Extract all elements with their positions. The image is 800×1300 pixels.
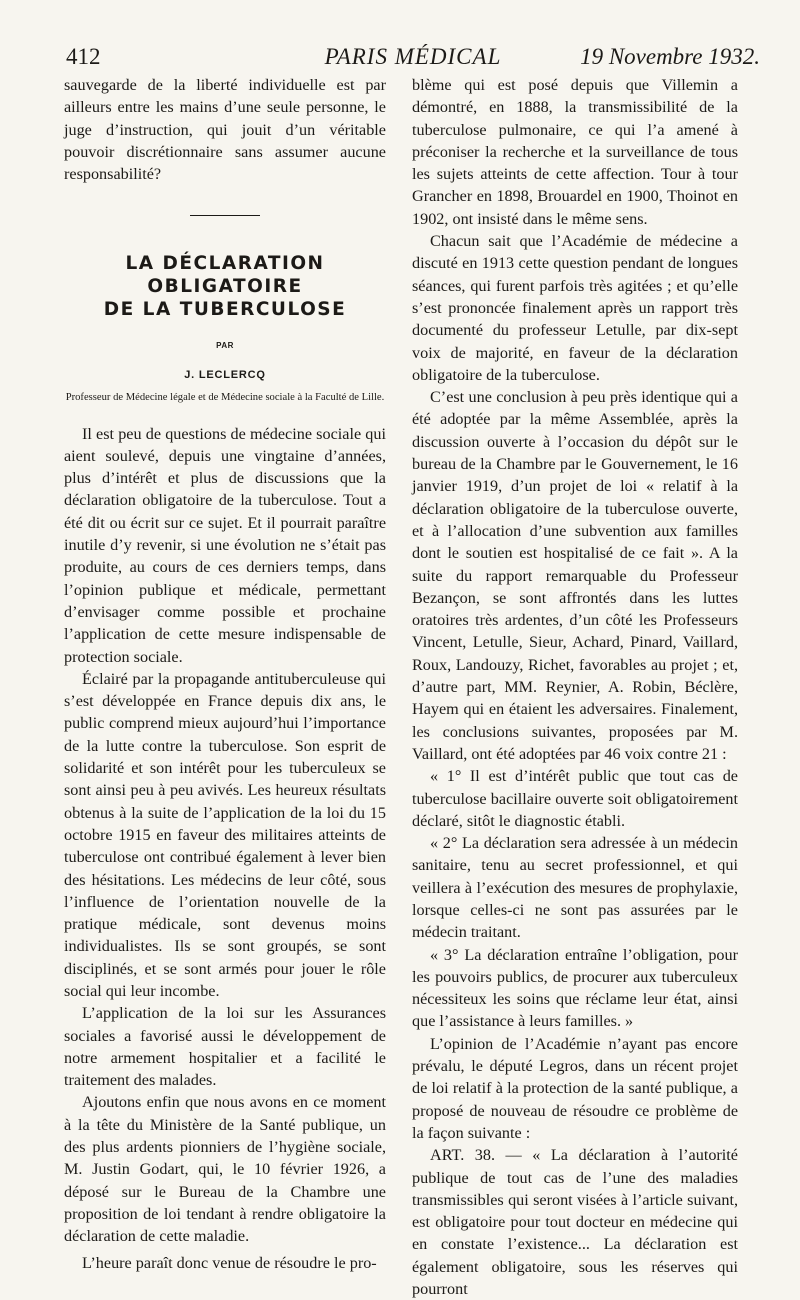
title-line: LA DÉCLARATION: [125, 253, 325, 275]
body-paragraph: Il est peu de questions de médecine sociale qui aient soulevé, depuis une vingtaine d’années, plus d’intérêt et plus de discussions que la déclaration obligatoire de la tuberculose. Tout a été dit ou écrit sur ce sujet. Et il pourrait paraître inutile d’y revenir, si une évolution ne s’était pas produite, au cours de ces derniers temps, dans l’opinion publique et médicale, permettant d’envisager comme possible et prochaine l’application de cette mesure indispensable de protection sociale.: [64, 424, 386, 666]
law-article: ART. 38. — « La déclaration à l’autorité publique de tout cas de l’une des maladies transmissibles qui seront visées à l’article suivant, est obligatoire pour tout docteur en médecine qui en constate l’existence... La déclaration est également obligatoire, sous les réserves qui pourront: [412, 1146, 738, 1299]
body-paragraph: Chacun sait que l’Académie de médecine a discuté en 1913 cette question pendant de longues séances, qui furent parfois très agitées ; et qu’elle s’est prononcée finalement après un rapport très documenté du professeur Letulle, par dix-sept voix de majorité, en faveur de la déclaration obligatoire de la tuberculose.: [412, 232, 738, 384]
article-title: [64, 252, 386, 321]
right-column: [412, 74, 738, 1300]
left-column: [64, 74, 386, 1274]
journal-title: PARIS MÉDICAL: [324, 44, 502, 69]
author-affiliation: Professeur de Médecine légale et de Médecine sociale à la Faculté de Lille.: [65, 392, 385, 404]
title-line: DE LA TUBERCULOSE: [103, 299, 347, 321]
section-divider: [190, 215, 260, 216]
continued-paragraph: sauvegarde de la liberté individuelle est par ailleurs entre les mains d’une seule personne, le juge d’instruction, qui jouit d’un véritable pouvoir discrétionnaire sans assumer aucune responsabilité?: [64, 76, 386, 184]
body-paragraph: C’est une conclusion à peu près identique qui a été adoptée par la même Assemblée, après la discussion ouverte à l’occasion du dépôt sur le bureau de la Chambre par le Gouvernement, le 16 janvier 1919, d’un projet de loi « relatif à la déclaration obligatoire de la tuberculose ouverte, et à l’allocation d’une subvention aux familles dont le soutien est hospitalisé de ce fait ». A la suite du rapport remarquable du Professeur Bezançon, se sont affrontés dans les luttes oratoires très ardentes, d’un côté les Professeurs Vincent, Letulle, Sieur, Achard, Pinard, Vaillard, Roux, Landouzy, Richet, favorables au projet ; et, d’autre part, MM. Reynier, A. Robin, Béclère, Hayem qui en étaient les adversaires. Finalement, les conclusions suivantes, proposées par M. Vaillard, ont été adoptées par 46 voix contre 21 :: [412, 388, 738, 763]
page-number: 412: [66, 44, 101, 69]
body-paragraph: Éclairé par la propagande antituberculeuse qui s’est développée en France depuis dix ans, le public comprend mieux aujourd’hui l’importance de la lutte contre la tuberculose. Son esprit de solidarité et son intérêt pour les tuberculeux se sont ainsi peu à peu avivés. Les heureux résultats obtenus à la suite de l’application de la loi du 15 octobre 1915 en faveur des militaires atteints de tuberculose ont contribué également à lever bien des hésitations. Les médecins de leur côté, sous l’influence de l’orientation nouvelle de la pratique médicale, sont devenus moins individualistes. Ils se sont groupés, se sont disciplinés, et se sont armés pour jouer le rôle social qui leur incombe.: [64, 669, 386, 1000]
quoted-conclusion: « 2° La déclaration sera adressée à un médecin sanitaire, tenu au secret professionnel, et qui veillera à l’exécution des mesures de prophylaxie, lorsque celles-ci ne sont pas assurées par le médecin traitant.: [412, 834, 738, 942]
body-paragraph: L’opinion de l’Académie n’ayant pas encore prévalu, le député Legros, dans un récent projet de loi relatif à la protection de la santé publique, a proposé de nouveau de résoudre ce problème de la façon suivante :: [412, 1034, 738, 1142]
body-paragraph: L’heure paraît donc venue de résoudre le pro-: [82, 1253, 377, 1272]
author-name: J. LECLERCQ: [184, 368, 266, 381]
title-line: OBLIGATOIRE: [147, 276, 303, 298]
body-paragraph: L’application de la loi sur les Assurances sociales a favorisé aussi le développement de notre armement hospitalier et a facilité le traitement des malades.: [64, 1004, 386, 1090]
issue-date: 19 Novembre 1932.: [580, 44, 760, 69]
running-header: [66, 40, 760, 74]
quoted-conclusion: « 1° Il est d’intérêt public que tout cas de tuberculose bacillaire ouverte soit obligatoirement déclaré, sitôt le diagnostic établi.: [412, 767, 738, 830]
body-paragraph: blème qui est posé depuis que Villemin a démontré, en 1888, la transmissibilité de la tuberculose pulmonaire, ce qui l’a amené à préconiser la recherche et la surveillance de tous les sujets atteints de cette affection. Tour à tour Grancher en 1898, Brouardel en 1900, Thoinot en 1902, ont insisté dans le même sens.: [412, 76, 738, 228]
body-paragraph: Ajoutons enfin que nous avons en ce moment à la tête du Ministère de la Santé publique, un des plus ardents pionniers de l’hygiène sociale, M. Justin Godart, qui, le 10 février 1926, a déposé sur le Bureau de la Chambre une proposition de loi tendant à rendre obligatoire la déclaration de cette maladie.: [64, 1093, 386, 1246]
quoted-conclusion: « 3° La déclaration entraîne l’obligation, pour les pouvoirs publics, de procurer aux tuberculeux nécessiteux les soins que réclame leur état, ainsi que l’assistance à leurs familles. »: [412, 945, 738, 1031]
byline-par: PAR: [216, 341, 234, 351]
